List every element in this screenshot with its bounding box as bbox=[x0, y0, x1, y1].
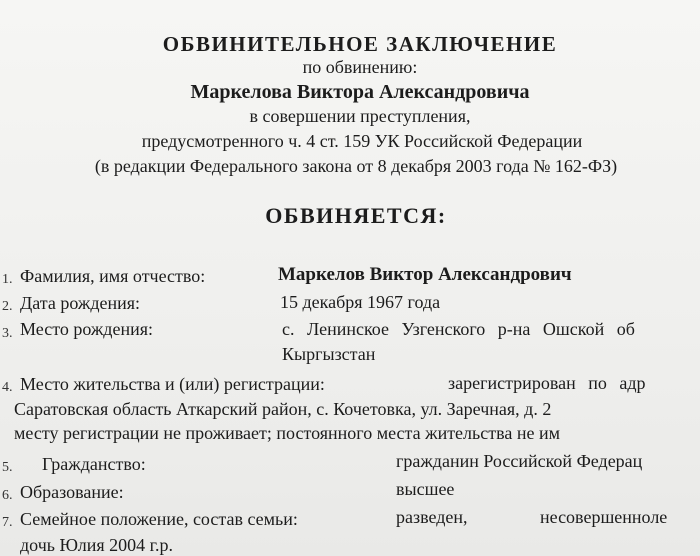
field-number: 5. bbox=[2, 460, 13, 475]
field-label-birth-place: Место рождения: bbox=[20, 319, 154, 339]
field-number: 4. bbox=[2, 380, 13, 395]
field-number: 7. bbox=[2, 515, 13, 530]
field-label-birth-date: Дата рождения: bbox=[20, 293, 141, 313]
accused-heading: ОБВИНЯЕТСЯ: bbox=[265, 203, 447, 228]
field-label-family-status: Семейное положение, состав семьи: bbox=[20, 509, 298, 529]
accused-name-genitive: Маркелова Виктора Александровича bbox=[190, 81, 530, 103]
field-label-full-name: Фамилия, имя отчество: bbox=[20, 266, 206, 286]
field-label-education: Образование: bbox=[20, 482, 124, 502]
crime-intro: в совершении преступления, bbox=[249, 106, 471, 126]
field-value-residence-address: Саратовская область Аткарский район, с. Кочетовка, ул. Заречная, д. 2 bbox=[14, 399, 552, 419]
field-value-residence: зарегистрирован по адр bbox=[448, 373, 646, 393]
criminal-article: предусмотренного ч. 4 ст. 159 УК Российской Федерации bbox=[141, 131, 583, 151]
field-value-family-children: несовершенноле bbox=[540, 507, 668, 527]
field-number: 6. bbox=[2, 488, 13, 503]
field-label-citizenship: Гражданство: bbox=[42, 454, 146, 474]
field-value-education: высшее bbox=[396, 479, 455, 499]
field-value-residence-note: месту регистрации не проживает; постоянного места жительства не им bbox=[14, 423, 560, 443]
field-value-citizenship: гражданин Российской Федерац bbox=[396, 451, 643, 471]
charge-intro: по обвинению: bbox=[302, 57, 418, 77]
field-value-birth-place: с. Ленинское Узгенского р-на Ошской об bbox=[282, 319, 635, 339]
field-value-birth-place-country: Кыргызстан bbox=[282, 344, 376, 364]
field-number: 2. bbox=[2, 299, 13, 314]
field-number: 1. bbox=[2, 272, 13, 287]
field-value-family-daughter: дочь Юлия 2004 г.р. bbox=[20, 535, 173, 555]
law-edition: (в редакции Федерального закона от 8 декабря 2003 года № 162-ФЗ) bbox=[94, 156, 618, 176]
document-title: ОБВИНИТЕЛЬНОЕ ЗАКЛЮЧЕНИЕ bbox=[162, 32, 558, 56]
field-value-family-status: разведен, bbox=[396, 507, 468, 527]
field-value-full-name: Маркелов Виктор Александрович bbox=[278, 264, 572, 285]
field-value-birth-date: 15 декабря 1967 года bbox=[280, 292, 441, 312]
field-number: 3. bbox=[2, 326, 13, 341]
field-label-residence: Место жительства и (или) регистрации: bbox=[20, 374, 325, 394]
